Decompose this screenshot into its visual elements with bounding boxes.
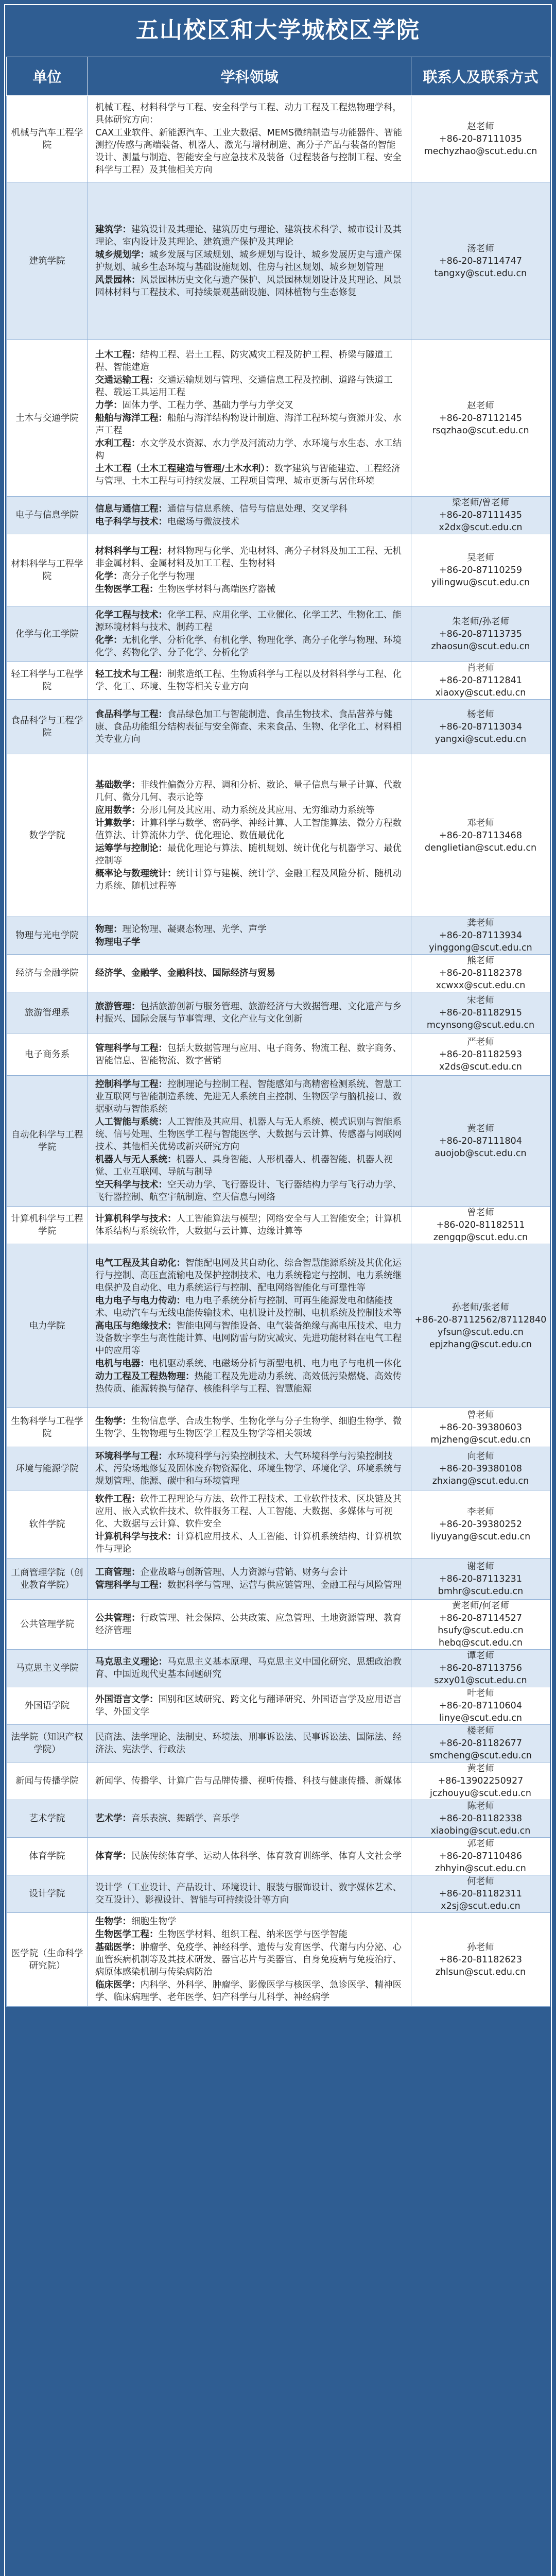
discipline-text: 行政管理、社会保障、公共政策、应急管理、土地资源管理、教育经济管理 xyxy=(95,1613,402,1636)
discipline-cell xyxy=(88,1447,411,1490)
contact-cell: 黄老师 +86-20-87111804 auojob@scut.edu.cn xyxy=(411,1076,550,1207)
discipline-text: 智能电网与智能设备、电气装备绝缘与高电压技术、电力设备数字孪生与高性能计算、电网防雷与防灾减灾、先进功能材料在电气工程中的应用等 xyxy=(95,1320,402,1356)
page-title xyxy=(0,0,556,52)
unit-cell: 计算机科学与工程学院 xyxy=(7,1207,88,1244)
unit-cell: 马克思主义学院 xyxy=(7,1650,88,1687)
discipline-text: 民商法、法学理论、法制史、环境法、刑事诉讼法、民事诉讼法、国际法、经济法、宪法学、行政法 xyxy=(95,1732,402,1755)
contact-cell: 陈老师 +86-20-81182338 xiaobing@scut.edu.cn xyxy=(411,1800,550,1838)
discipline-name: 高电压与绝缘技术： xyxy=(95,1320,177,1331)
discipline-text: 内科学、外科学、肿瘤学、影像医学与核医学、急诊医学、精神医学、临床病理学、老年医学、妇产科学与儿科学、神经病学 xyxy=(95,1980,402,2003)
unit-cell: 工商管理学院（创业教育学院） xyxy=(7,1558,88,1600)
discipline-entry xyxy=(95,1566,404,1579)
discipline-entry xyxy=(95,399,404,412)
table-row xyxy=(7,754,550,917)
discipline-text: 电机驱动系统、电磁场分析与新型电机、电力电子与电机一体化 xyxy=(149,1358,402,1369)
discipline-entry xyxy=(95,101,404,126)
contact-cell: 肖老师 +86-20-87112841 xiaoxy@scut.edu.cn xyxy=(411,662,550,700)
contact-cell: 朱老师/孙老师 +86-20-87113735 zhaosun@scut.edu.cn xyxy=(411,606,550,662)
discipline-name: 电子科学与技术： xyxy=(95,516,167,527)
discipline-text: 空天动力学、飞行器设计、飞行器结构力学与飞行动力学、飞行器控制、航空宇航制造、空天信息与网络 xyxy=(95,1180,402,1202)
unit-cell: 电子商务系 xyxy=(7,1033,88,1076)
discipline-name: 公共管理： xyxy=(95,1613,141,1623)
contact-cell: 何老师 +86-20-81182311 x2sj@scut.edu.cn xyxy=(411,1875,550,1913)
table-row xyxy=(7,1490,550,1558)
table-row xyxy=(7,182,550,340)
discipline-entry xyxy=(95,224,404,248)
discipline-name: 管理科学与工程： xyxy=(95,1580,167,1590)
discipline-text: 智能配电网及其自动化、综合智慧能源系统及其优化运行与控制、高压直流输电及保护控制技术、电力系统稳定与控制、电力系统继电保护及自动化、电力系统运行与控制、配电网络智能化与可靠性等 xyxy=(95,1258,402,1293)
discipline-entry xyxy=(95,1370,404,1395)
contact-cell: 吴老师 +86-20-87110259 yilingwu@scut.edu.cn xyxy=(411,534,550,606)
contact-cell: 熊老师 +86-20-81182378 xcwxx@scut.edu.cn xyxy=(411,955,550,992)
discipline-cell xyxy=(88,1076,411,1207)
discipline-entry xyxy=(95,412,404,437)
discipline-cell xyxy=(88,992,411,1033)
discipline-cell xyxy=(88,1762,411,1800)
table-row xyxy=(7,1913,550,2007)
unit-cell: 物理与光电学院 xyxy=(7,917,88,955)
contact-cell: 梁老师/曾老师 +86-20-87111435 x2dx@scut.edu.cn xyxy=(411,497,550,534)
contact-cell: 叶老师 +86-20-87110604 linye@scut.edu.cn xyxy=(411,1687,550,1725)
discipline-text: 化学工程、应用化学、工业催化、化学工艺、生物化工、能源环境材料与技术、制药工程 xyxy=(95,610,402,633)
contact-cell: 邓老师 +86-20-87113468 denglietian@scut.edu.cn xyxy=(411,754,550,917)
unit-cell: 数学学院 xyxy=(7,754,88,917)
unit-cell: 设计学院 xyxy=(7,1875,88,1913)
discipline-entry xyxy=(95,349,404,374)
discipline-text: 计算机应用技术、人工智能、计算机系统结构、计算机软件与理论 xyxy=(95,1532,402,1554)
contact-cell: 向老师 +86-20-39380108 zhxiang@scut.edu.cn xyxy=(411,1447,550,1490)
discipline-text: 风景园林历史文化与遗产保护、风景园林规划设计及其理论、风景园林材料与工程技术、可持续景观基础设施、园林植物与生态修复 xyxy=(95,275,402,298)
discipline-name: 化学： xyxy=(95,571,123,582)
discipline-name: 人工智能与系统： xyxy=(95,1117,167,1127)
discipline-cell xyxy=(88,754,411,917)
table-row xyxy=(7,1650,550,1687)
table-row xyxy=(7,1800,550,1838)
discipline-text: 建筑设计及其理论、建筑历史与理论、建筑技术科学、城市设计及其理论、室内设计及其理论、建筑遗产保护及其理论 xyxy=(95,224,402,247)
discipline-entry xyxy=(95,1078,404,1115)
discipline-name: 运筹学与控制论： xyxy=(95,843,167,854)
discipline-name: 体育学： xyxy=(95,1851,131,1861)
unit-cell: 化学与化工学院 xyxy=(7,606,88,662)
discipline-name: 信息与通信工程： xyxy=(95,503,167,514)
contact-cell: 宋老师 +86-20-81182915 mcynsong@scut.edu.cn xyxy=(411,992,550,1033)
discipline-name: 建筑学： xyxy=(95,224,131,235)
discipline-name: 土木工程（土木工程建造与管理/土木水利）： xyxy=(95,464,274,474)
table-row xyxy=(7,1447,550,1490)
discipline-entry xyxy=(95,570,404,583)
unit-cell: 土木与交通学院 xyxy=(7,340,88,497)
discipline-entry xyxy=(95,1775,404,1787)
discipline-name: 计算机科学与技术： xyxy=(95,1532,177,1542)
discipline-entry xyxy=(95,1358,404,1370)
discipline-cell xyxy=(88,1207,411,1244)
unit-cell: 环境与能源学院 xyxy=(7,1447,88,1490)
discipline-text: 生物医学材料、组织工程、纳米医学与医学智能 xyxy=(158,1929,348,1940)
unit-cell: 经济与金融学院 xyxy=(7,955,88,992)
discipline-entry xyxy=(95,545,404,570)
discipline-name: 力学： xyxy=(95,400,123,411)
discipline-name: 水利工程： xyxy=(95,438,141,449)
unit-cell: 电子与信息学院 xyxy=(7,497,88,534)
discipline-cell xyxy=(88,497,411,534)
discipline-cell xyxy=(88,1244,411,1408)
discipline-entry xyxy=(95,1213,404,1238)
unit-cell: 建筑学院 xyxy=(7,182,88,340)
discipline-text: 包括大数据管理与应用、电子商务、物流工程、数字商务、智能信息、智能物流、数字营销 xyxy=(95,1043,402,1066)
discipline-text: 热能工程及先进动力系统、高效低污染燃烧、高效传热传质、能源转换与储存、核能科学与工程、智慧能源 xyxy=(95,1371,402,1394)
table-row xyxy=(7,700,550,754)
discipline-entry xyxy=(95,1612,404,1637)
discipline-name: 动力工程及工程热物理： xyxy=(95,1371,195,1382)
discipline-text: 理论物理、凝聚态物理、光学、声学 xyxy=(122,924,267,935)
discipline-name: 物理： xyxy=(95,924,123,935)
discipline-entry xyxy=(95,1579,404,1591)
table-row xyxy=(7,497,550,534)
table-row xyxy=(7,1244,550,1408)
discipline-name: 生物医学工程： xyxy=(95,1929,159,1940)
discipline-entry xyxy=(95,1916,404,1928)
discipline-name: 电力电子与电力传动： xyxy=(95,1295,185,1306)
table-row xyxy=(7,1725,550,1762)
discipline-entry xyxy=(95,1850,404,1862)
discipline-name: 生物学： xyxy=(95,1416,131,1427)
discipline-name: 概率论与数理统计： xyxy=(95,868,177,879)
discipline-entry xyxy=(95,1882,404,1906)
discipline-name: 生物学： xyxy=(95,1917,131,1927)
discipline-name: 电机与电器： xyxy=(95,1358,149,1369)
discipline-entry xyxy=(95,967,404,979)
discipline-text: 数字建筑与智能建造、工程经济与管理、土木工程与可持续发展、工程项目管理、城市更新与居住环境 xyxy=(95,464,401,486)
table-row xyxy=(7,1838,550,1875)
discipline-entry xyxy=(95,779,404,804)
table-row xyxy=(7,1875,550,1913)
discipline-entry xyxy=(95,1415,404,1440)
unit-cell: 外国语学院 xyxy=(7,1687,88,1725)
discipline-text: 统计计算与建模、统计学、金融工程及风险分析、随机动力系统、随机过程等 xyxy=(95,868,402,891)
discipline-name: 应用数学： xyxy=(95,805,141,816)
unit-cell: 医学院（生命科学研究院） xyxy=(7,1913,88,2007)
contact-cell: 孙老师/张老师 +86-20-87112562/87112840 yfsun@scut.edu.cn epjzhang@scut.edu.cn xyxy=(411,1244,550,1408)
discipline-entry xyxy=(95,634,404,659)
discipline-cell xyxy=(88,1687,411,1725)
table-row xyxy=(7,1558,550,1600)
table-header-row xyxy=(7,57,550,96)
table-row xyxy=(7,917,550,955)
discipline-text: 无机化学、分析化学、有机化学、物理化学、高分子化学与物理、环境化学、药物化学、分子化学、分析化学 xyxy=(95,635,402,658)
discipline-name: 旅游管理： xyxy=(95,1001,141,1012)
unit-cell: 艺术学院 xyxy=(7,1800,88,1838)
unit-cell: 自动化科学与工程学院 xyxy=(7,1076,88,1207)
discipline-cell xyxy=(88,1558,411,1600)
discipline-cell xyxy=(88,1600,411,1650)
discipline-cell xyxy=(88,1408,411,1447)
discipline-text: 水文学及水资源、水力学及河流动力学、水环境与水生态、水工结构 xyxy=(95,438,402,461)
table-row xyxy=(7,955,550,992)
contact-cell: 楼老师 +86-20-81182677 smcheng@scut.edu.cn xyxy=(411,1725,550,1762)
discipline-name: 空天科学与技术： xyxy=(95,1180,167,1190)
discipline-entry xyxy=(95,804,404,817)
discipline-text: 民族传统体育学、运动人体科学、体育教育训练学、体育人文社会学 xyxy=(131,1851,402,1861)
table-row xyxy=(7,1762,550,1800)
discipline-entry xyxy=(95,374,404,399)
discipline-text: 生物信息学、合成生物学、生物化学与分子生物学、细胞生物学、微生物学、生物物理与生物医学工程及生物学等相关领域 xyxy=(95,1416,402,1439)
discipline-name: 控制科学与工程： xyxy=(95,1079,167,1090)
discipline-entry xyxy=(95,1928,404,1941)
discipline-cell xyxy=(88,534,411,606)
discipline-entry xyxy=(95,708,404,745)
discipline-text: 机器人、具身智能、人形机器人、机器智能、机器人视觉、工业互联网、导航与制导 xyxy=(95,1155,393,1177)
college-table xyxy=(6,57,550,2007)
discipline-text: 食品绿色加工与智能制造、食品生物技术、食品营养与健康、食品功能组分结构表征与安全筛查、未来食品、生物、化学化工、材料相关专业方向 xyxy=(95,709,402,744)
discipline-text: CAX工业软件、新能源汽车、工业大数据、MEMS微纳制造与功能器件、智能测控/传感与高端装备、机器人、激光与增材制造、高分子产品与装备的智能设计、测量与制造、智能安全与应急技术及装备（过程装备与控制工程、安全科学与工程）及其他相关方向 xyxy=(95,128,403,175)
unit-cell: 生物科学与工程学院 xyxy=(7,1408,88,1447)
unit-cell: 法学院（知识产权学院） xyxy=(7,1725,88,1762)
discipline-cell xyxy=(88,1875,411,1913)
discipline-text: 细胞生物学 xyxy=(131,1917,177,1927)
discipline-entry xyxy=(95,503,404,515)
discipline-name: 物理电子学 xyxy=(95,937,141,947)
discipline-name: 管理科学与工程： xyxy=(95,1043,167,1054)
discipline-text: 分形几何及其应用、动力系统及其应用、无穷维动力系统等 xyxy=(140,805,375,816)
discipline-cell xyxy=(88,606,411,662)
discipline-text: 设计学（工业设计、产品设计、环境设计、服装与服饰设计、数字媒体艺术、交互设计）、影视设计、智能与可持续设计等方向 xyxy=(95,1883,402,1905)
discipline-entry xyxy=(95,1320,404,1357)
discipline-entry xyxy=(95,1979,404,2004)
discipline-entry xyxy=(95,923,404,936)
contact-cell: 严老师 +86-20-81182593 x2ds@scut.edu.cn xyxy=(411,1033,550,1076)
discipline-name: 基础医学： xyxy=(95,1942,141,1953)
discipline-text: 马克思主义基本原理、马克思主义中国化研究、思想政治教育、中国近现代史基本问题研究 xyxy=(95,1657,402,1680)
table-row xyxy=(7,1408,550,1447)
discipline-text: 电磁场与微波技术 xyxy=(167,516,239,527)
discipline-name: 船舶与海洋工程： xyxy=(95,413,167,423)
contact-cell: 黄老师/何老师 +86-20-87114527 hsufy@scut.edu.cn hebq@scut.edu.cn xyxy=(411,1600,550,1650)
unit-cell: 软件学院 xyxy=(7,1490,88,1558)
discipline-name: 基础数学： xyxy=(95,779,141,790)
discipline-entry xyxy=(95,249,404,274)
discipline-text: 国别和区域研究、跨文化与翻译研究、外国语言学及应用语言学、外国文学 xyxy=(95,1694,402,1717)
discipline-text: 人工智能及其应用、机器人与无人系统、模式识别与智能系统、信号处理、生物医学工程与智能医学、大数据与云计算、传感器与网联网技术、其他相关优势或新兴研究方向 xyxy=(95,1117,402,1152)
discipline-text: 交通运输规划与管理、交通信息工程及控制、道路与铁道工程、载运工具运用工程 xyxy=(95,375,393,398)
table-row xyxy=(7,534,550,606)
discipline-cell xyxy=(88,1033,411,1076)
discipline-entry xyxy=(95,1257,404,1294)
discipline-cell xyxy=(88,96,411,182)
table-body xyxy=(7,96,550,2007)
table-row xyxy=(7,1687,550,1725)
discipline-entry xyxy=(95,868,404,892)
contact-cell: 李老师 +86-20-39380252 liyuyang@scut.edu.cn xyxy=(411,1490,550,1558)
discipline-entry xyxy=(95,817,404,842)
discipline-cell xyxy=(88,955,411,992)
discipline-cell xyxy=(88,182,411,340)
discipline-text: 生物医学材料与高端医疗器械 xyxy=(158,584,275,595)
discipline-text: 水环境科学与污染控制技术、大气环境科学与污染控制技术、污染场地修复及固体废弃物资源化、环境生物学、环境化学、环境系统与规划管理、能源、碳中和与环境管理 xyxy=(95,1451,402,1486)
discipline-entry xyxy=(95,1154,404,1178)
unit-cell: 公共管理学院 xyxy=(7,1600,88,1650)
discipline-name: 化学工程与技术： xyxy=(95,610,167,620)
discipline-cell xyxy=(88,700,411,754)
unit-cell: 电力学院 xyxy=(7,1244,88,1408)
discipline-entry xyxy=(95,1693,404,1718)
discipline-name: 马克思主义理论： xyxy=(95,1657,167,1667)
discipline-text: 最优化理论与算法、随机规划、统计优化与机器学习、最优控制等 xyxy=(95,843,402,866)
discipline-text: 数据科学与管理、运营与供应链管理、金融工程与风险管理 xyxy=(167,1580,402,1590)
discipline-entry xyxy=(95,1656,404,1681)
discipline-entry xyxy=(95,1042,404,1067)
discipline-entry xyxy=(95,437,404,462)
discipline-entry xyxy=(95,609,404,634)
discipline-text: 新闻学、传播学、计算广告与品牌传播、视听传播、科技与健康传播、新媒体 xyxy=(95,1776,402,1786)
discipline-text: 制浆造纸工程、生物质科学与工程以及材料科学与工程、化学、化工、环境、生物等相关专业方向 xyxy=(95,669,402,692)
contact-cell: 杨老师 +86-20-87113034 yangxi@scut.edu.cn xyxy=(411,700,550,754)
header-unit: 单位 xyxy=(7,57,88,96)
discipline-entry xyxy=(95,583,404,596)
header-contact: 联系人及联系方式 xyxy=(411,57,550,96)
unit-cell: 旅游管理系 xyxy=(7,992,88,1033)
contact-cell: 曾老师 +86-020-81182511 zengqp@scut.edu.cn xyxy=(411,1207,550,1244)
discipline-name: 外国语言文学： xyxy=(95,1694,159,1705)
discipline-name: 化学： xyxy=(95,635,123,646)
unit-cell: 新闻与传播学院 xyxy=(7,1762,88,1800)
discipline-entry xyxy=(95,668,404,693)
discipline-name: 软件工程： xyxy=(95,1494,141,1504)
unit-cell: 体育学院 xyxy=(7,1838,88,1875)
discipline-cell xyxy=(88,1490,411,1558)
discipline-text: 人工智能算法与模型；网络安全与人工智能安全；计算机体系结构与系统软件，大数据与云计算、边缘计算等 xyxy=(95,1214,402,1236)
discipline-entry xyxy=(95,1493,404,1530)
discipline-entry xyxy=(95,274,404,299)
discipline-name: 工商管理： xyxy=(95,1567,141,1578)
discipline-name: 计算数学： xyxy=(95,818,141,828)
discipline-text: 结构工程、岩土工程、防灾减灾工程及防护工程、桥梁与隧道工程、智能建造 xyxy=(95,350,393,372)
contact-cell: 赵老师 +86-20-87111035 mechyzhao@scut.edu.cn xyxy=(411,96,550,182)
discipline-cell xyxy=(88,917,411,955)
discipline-name: 土木工程： xyxy=(95,350,141,360)
contact-cell: 黄老师 +86-13902250927 jczhouyu@scut.edu.cn xyxy=(411,1762,550,1800)
discipline-text: 通信与信息系统、信号与信息处理、交叉学科 xyxy=(167,503,348,514)
discipline-text: 非线性偏微分方程、调和分析、数论、量子信息与量子计算、代数几何、微分几何、表示论等 xyxy=(95,779,402,803)
unit-cell: 轻工科学与工程学院 xyxy=(7,662,88,700)
unit-cell: 材料科学与工程学院 xyxy=(7,534,88,606)
discipline-name: 风景园林： xyxy=(95,275,141,285)
discipline-entry xyxy=(95,1531,404,1555)
discipline-name: 电气工程及其自动化： xyxy=(95,1258,185,1268)
discipline-entry xyxy=(95,1450,404,1487)
discipline-entry xyxy=(95,516,404,528)
discipline-text: 电力电子系统分析与控制、可再生能源发电和储能技术、电动汽车与无线电能传输技术、电机设计及控制、电机系统及控制技术等 xyxy=(95,1295,402,1318)
discipline-cell xyxy=(88,1838,411,1875)
table-row xyxy=(7,1076,550,1207)
discipline-entry xyxy=(95,1731,404,1756)
discipline-cell xyxy=(88,1725,411,1762)
discipline-text: 城乡发展与区域规划、城乡规划与设计、城乡发展历史与遗产保护规划、城乡生态环境与基础设施规划、住房与社区规划、城乡规划管理 xyxy=(95,249,402,273)
table-row xyxy=(7,1033,550,1076)
discipline-entry xyxy=(95,1295,404,1319)
discipline-name: 临床医学： xyxy=(95,1980,141,1990)
discipline-cell xyxy=(88,1913,411,2007)
discipline-entry xyxy=(95,842,404,867)
discipline-entry xyxy=(95,936,404,948)
contact-cell: 谭老师 +86-20-87113756 szxy01@scut.edu.cn xyxy=(411,1650,550,1687)
unit-cell: 食品科学与工程学院 xyxy=(7,700,88,754)
discipline-text: 机械工程、材料科学与工程、安全科学与工程、动力工程及工程热物理学科，具体研究方向： xyxy=(95,103,402,125)
discipline-text: 软件工程理论与方法、软件工程技术、工业软件技术、区块链及其应用、嵌入式软件技术、软件服务工程、人工智能、大数据、多媒体与可视化、大数据与云计算、软件安全 xyxy=(95,1494,402,1529)
table-row xyxy=(7,1207,550,1244)
discipline-name: 轻工技术与工程： xyxy=(95,669,167,680)
discipline-cell xyxy=(88,662,411,700)
contact-cell: 汤老师 +86-20-87114747 tangxy@scut.edu.cn xyxy=(411,182,550,340)
discipline-text: 材料物理与化学、光电材料、高分子材料及加工工程、无机非金属材料、金属材料及加工工程、生物材料 xyxy=(95,546,402,569)
table-row xyxy=(7,340,550,497)
discipline-cell xyxy=(88,1650,411,1687)
contact-cell: 谢老师 +86-20-87113231 bmhr@scut.edu.cn xyxy=(411,1558,550,1600)
discipline-cell xyxy=(88,340,411,497)
discipline-cell xyxy=(88,1800,411,1838)
discipline-name: 城乡规划学： xyxy=(95,249,149,260)
discipline-text: 音乐表演、舞蹈学、音乐学 xyxy=(131,1814,239,1824)
table-row xyxy=(7,606,550,662)
discipline-text: 固体力学、工程力学、基础力学与力学交叉 xyxy=(122,400,293,411)
discipline-entry xyxy=(95,1812,404,1825)
contact-cell: 郭老师 +86-20-87110486 zhhyin@scut.edu.cn xyxy=(411,1838,550,1875)
table-row xyxy=(7,992,550,1033)
discipline-name: 材料科学与工程： xyxy=(95,546,167,556)
contact-cell: 孙老师 +86-20-81182623 zhlsun@scut.edu.cn xyxy=(411,1913,550,2007)
discipline-name: 生物医学工程： xyxy=(95,584,159,595)
discipline-text: 控制理论与控制工程、智能感知与高精密检测系统、智慧工业互联网与智能制造系统、先进无人系统自主控制、生物医学与脑机接口、数据驱动与智能系统 xyxy=(95,1079,402,1114)
discipline-text: 包括旅游创新与服务管理、旅游经济与大数据管理、文化遗产与乡村振兴、国际会展与节事管理、文化产业与文化创新 xyxy=(95,1001,402,1024)
discipline-name: 环境科学与工程： xyxy=(95,1451,167,1462)
discipline-text: 企业战略与创新管理、人力资源与营销、财务与会计 xyxy=(140,1567,348,1578)
header-discipline: 学科领域 xyxy=(88,57,411,96)
contact-cell: 赵老师 +86-20-87112145 rsqzhao@scut.edu.cn xyxy=(411,340,550,497)
table-row xyxy=(7,96,550,182)
discipline-name: 经济学、金融学、金融科技、国际经济与贸易 xyxy=(95,968,275,978)
discipline-name: 艺术学： xyxy=(95,1814,131,1824)
contact-cell: 龚老师 +86-20-87113934 yinggong@scut.edu.cn xyxy=(411,917,550,955)
table-row xyxy=(7,1600,550,1650)
discipline-text: 高分子化学与物理 xyxy=(122,571,195,582)
discipline-entry xyxy=(95,1116,404,1153)
discipline-text: 船舶与海洋结构物设计制造、海洋工程环境与资源开发、水声工程 xyxy=(95,413,402,436)
discipline-name: 机器人与无人系统： xyxy=(95,1155,177,1165)
discipline-entry xyxy=(95,1001,404,1025)
page-title-text: 五山校区和大学城校区学院 xyxy=(136,17,420,43)
discipline-text: 肿瘤学、免疫学、神经科学、遗传与发育医学、代谢与内分泌、心血管疾病机制等及其技术研发、器官芯片与类器官、自身免疫病与免疫治疗、病原体感染机制与传染病防治 xyxy=(95,1942,402,1977)
discipline-entry xyxy=(95,1179,404,1204)
discipline-text: 计算科学与数学、密码学、神经计算、人工智能算法、微分方程数值算法、计算流体力学、优化理论、数值最优化 xyxy=(95,818,402,841)
unit-cell: 机械与汽车工程学院 xyxy=(7,96,88,182)
discipline-name: 计算机科学与技术： xyxy=(95,1214,177,1224)
discipline-name: 食品科学与工程： xyxy=(95,709,167,720)
table-row xyxy=(7,662,550,700)
contact-cell: 曾老师 +86-20-39380603 mjzheng@scut.edu.cn xyxy=(411,1408,550,1447)
discipline-entry xyxy=(95,463,404,487)
discipline-entry xyxy=(95,1941,404,1978)
discipline-name: 交通运输工程： xyxy=(95,375,159,385)
discipline-entry xyxy=(95,127,404,176)
